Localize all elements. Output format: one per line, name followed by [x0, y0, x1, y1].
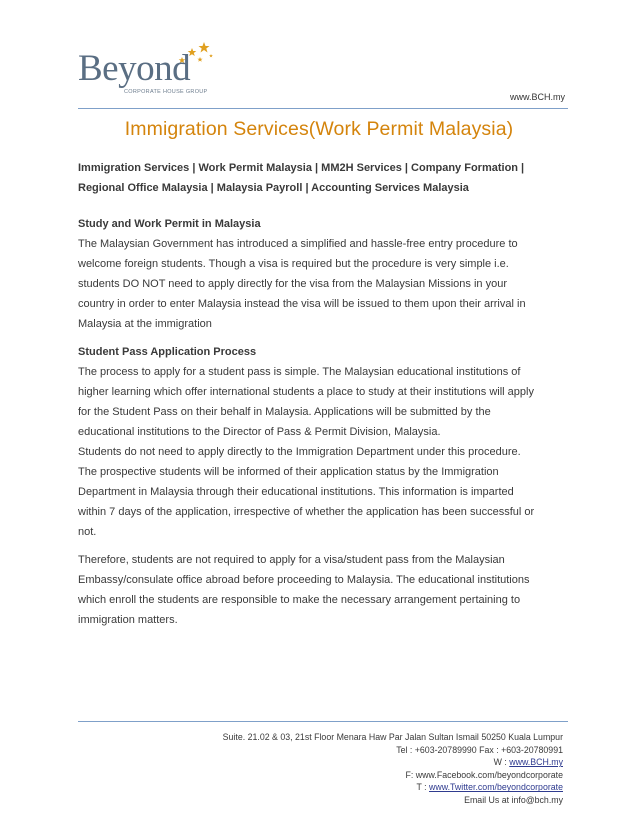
section3-line: Embassy/consulate office abroad before proceeding to Malaysia. The educational institutions [78, 574, 530, 586]
section3-line: Therefore, students are not required to apply for a visa/student pass from the Malaysian [78, 554, 505, 566]
section2-line: The prospective students will be informed of their application status by the Immigration [78, 466, 499, 478]
services-line-2: Regional Office Malaysia | Malaysia Payroll | Accounting Services Malaysia [78, 182, 469, 194]
section2-line: higher learning which offer international students a place to study at their institutions will apply [78, 386, 534, 398]
footer-twitter-prefix: T : [416, 782, 430, 793]
services-line-1: Immigration Services | Work Permit Malaysia | MM2H Services | Company Formation | [78, 162, 525, 174]
document-body [78, 158, 568, 630]
section3-line: immigration matters. [78, 614, 178, 626]
section-heading-student-pass: Student Pass Application Process [78, 346, 257, 358]
footer-contact [103, 731, 563, 807]
section2-line: Department in Malaysia through their educational institutions. This information is imparted [78, 486, 514, 498]
header-divider [78, 108, 568, 109]
footer-web-row [103, 756, 563, 769]
footer-email[interactable]: Email Us at info@bch.my [464, 794, 563, 805]
footer-web-link[interactable]: www.BCH.my [509, 757, 563, 768]
footer-web-prefix: W : [493, 757, 510, 768]
logo-tagline: CORPORATE HOUSE GROUP [124, 89, 208, 95]
section1-line: welcome foreign students. Though a visa is required but the procedure is very simple i.e. [78, 258, 509, 270]
section1-line: Malaysia at the immigration [78, 318, 212, 330]
footer-divider [78, 721, 568, 722]
footer-twitter-row [103, 781, 563, 794]
footer-facebook[interactable]: F: www.Facebook.com/beyondcorporate [405, 769, 563, 780]
logo-wordmark: Beyond [78, 48, 191, 89]
page-title: Immigration Services(Work Permit Malaysia) [124, 118, 514, 140]
footer-twitter-link[interactable]: www.Twitter.com/beyondcorporate [429, 782, 563, 793]
section1-line: The Malaysian Government has introduced a simplified and hassle-free entry procedure to [78, 238, 518, 250]
footer-address: Suite. 21.02 & 03, 21st Floor Menara Haw Par Jalan Sultan Ismail 50250 Kuala Lumpur [222, 732, 563, 742]
section1-line: students DO NOT need to apply directly for the visa from the Malaysian Missions in your [78, 278, 507, 290]
section-heading-study-permit: Study and Work Permit in Malaysia [78, 218, 261, 230]
section2-line: Students do not need to apply directly to the Immigration Department under this procedure. [78, 446, 521, 458]
section2-line: The process to apply for a student pass is simple. The Malaysian educational institutions of [78, 366, 521, 378]
site-url-link[interactable]: www.BCH.my [509, 92, 565, 102]
section3-line: which enroll the students are responsible to make the necessary arrangement pertaining to [78, 594, 521, 606]
footer-phone: Tel : +603-20789990 Fax : +603-20780991 [396, 744, 563, 755]
section2-line: within 7 days of the application, irrespective of whether the application has been successful or [78, 506, 535, 518]
section2-line: for the Student Pass on their behalf in Malaysia. Applications will be submitted by the [78, 406, 491, 418]
section2-line: not. [78, 526, 97, 538]
section2-line: educational institutions to the Director of Pass & Permit Division, Malaysia. [78, 426, 441, 438]
beyond-logo[interactable] [78, 40, 218, 102]
section1-line: country in order to enter Malaysia instead the visa will be issued to them upon their arrival in [78, 298, 526, 310]
